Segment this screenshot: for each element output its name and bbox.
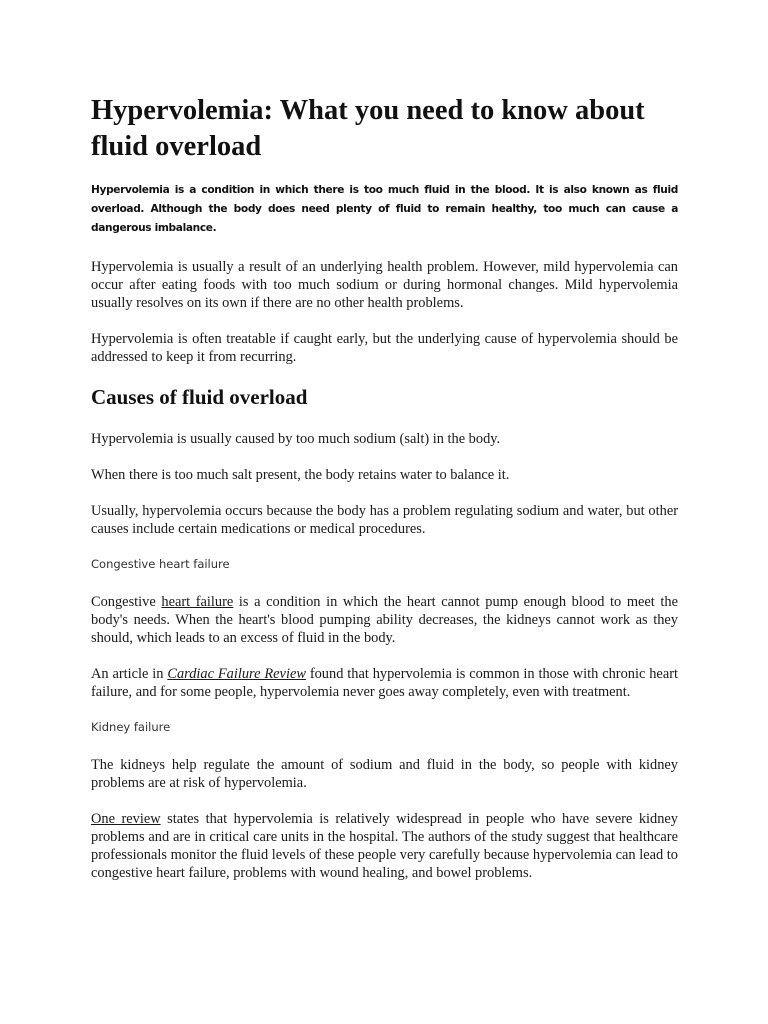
chf-paragraph-2	[91, 665, 678, 701]
causes-paragraph-1: Hypervolemia is usually caused by too much sodium (salt) in the body.	[91, 431, 501, 447]
intro-paragraph-1: Hypervolemia is usually a result of an underlying health problem. However, mild hypervolemia can occur after eating foods with too much sodium or during hormonal changes. Mild hypervolemia usually resolves on its own if there are no other health problems.	[91, 259, 678, 311]
cardiac-failure-review-link[interactable]: Cardiac Failure Review	[167, 666, 306, 682]
chf-p1-text-before: Congestive	[91, 594, 162, 610]
article-lead: Hypervolemia is a condition in which there is too much fluid in the blood. It is also known as fluid overload. Although the body does need plenty of fluid to remain healthy, too much can cause a dangerous imbalance.	[91, 184, 678, 234]
causes-paragraph-3: Usually, hypervolemia occurs because the body has a problem regulating sodium and water, but other causes include certain medications or medical procedures.	[91, 503, 678, 537]
causes-heading: Causes of fluid overload	[91, 385, 308, 409]
kidney-p2-text-after: states that hypervolemia is relatively widespread in people who have severe kidney problems and are in critical care units in the hospital. The authors of the study suggest that healthcare professionals monitor the fluid levels of these people very carefully because hypervolemia can lead to congestive heart failure, problems with wound healing, and bowel problems.	[91, 811, 678, 881]
chf-p2-text-before: An article in	[91, 666, 168, 682]
kidney-subheading: Kidney failure	[91, 720, 171, 734]
causes-paragraph-2: When there is too much salt present, the body retains water to balance it.	[91, 467, 510, 483]
kidney-paragraph-2	[91, 810, 678, 882]
chf-paragraph-1	[91, 593, 678, 647]
chf-p1-text-after: is a condition in which the heart cannot pump enough blood to meet the body's needs. When the heart's blood pumping ability decreases, the kidneys cannot work as they should, which leads to an excess of fluid in the body.	[91, 594, 678, 646]
kidney-paragraph-1: The kidneys help regulate the amount of sodium and fluid in the body, so people with kidney problems are at risk of hypervolemia.	[91, 757, 678, 791]
intro-paragraph-2: Hypervolemia is often treatable if caught early, but the underlying cause of hypervolemia should be addressed to keep it from recurring.	[91, 331, 678, 365]
one-review-link[interactable]: One review	[91, 811, 161, 827]
heart-failure-link[interactable]: heart failure	[161, 594, 234, 610]
chf-p2-text-after: found that hypervolemia is common in those with chronic heart failure, and for some people, hypervolemia never goes away completely, even with treatment.	[91, 666, 678, 700]
chf-subheading: Congestive heart failure	[91, 557, 230, 571]
article-title: Hypervolemia: What you need to know about fluid overload	[91, 95, 645, 162]
